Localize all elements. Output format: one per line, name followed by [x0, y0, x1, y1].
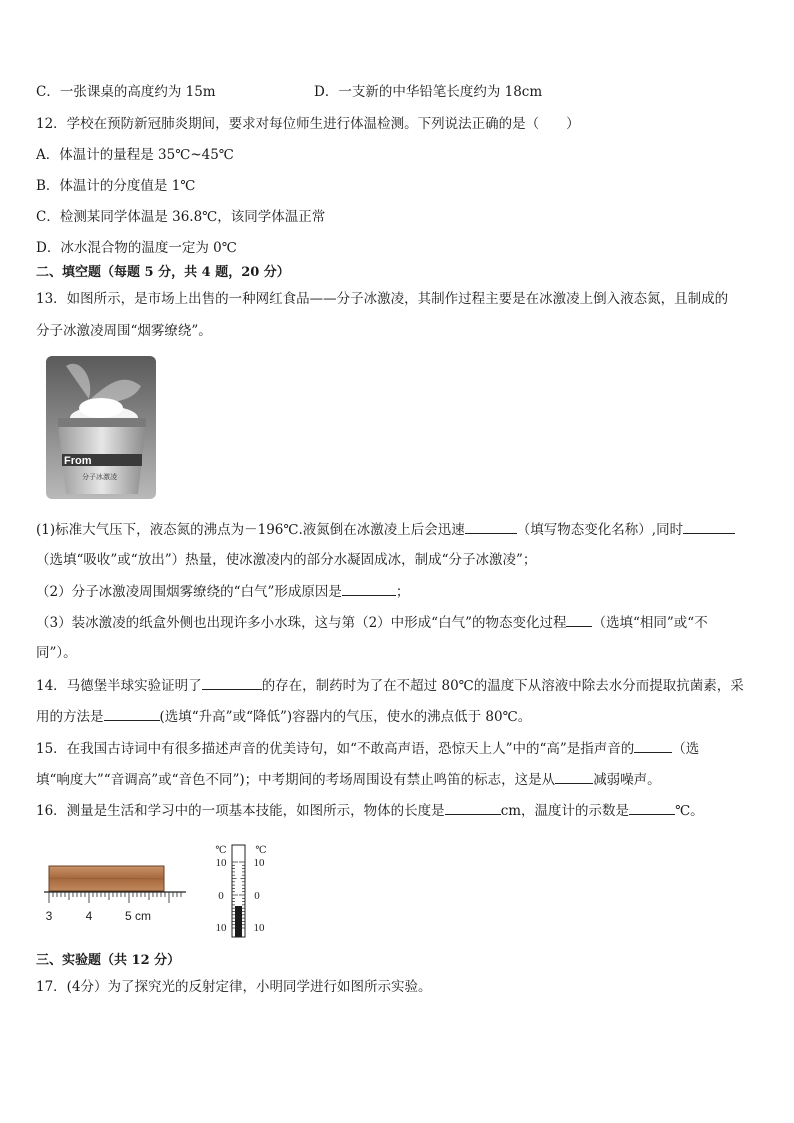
q14-text-b: 的存在，制药时为了在不超过 80℃的温度下从溶液中除去水分而提取抗菌素，采 [261, 678, 744, 694]
q16-line [36, 801, 704, 820]
thermo-left-label-mid: 0 [218, 890, 224, 902]
q13-part3-text-b: （选填“相同”或“不 [592, 615, 708, 631]
q13-blank-3[interactable] [342, 582, 396, 596]
thermo-unit-right: ℃ [255, 845, 267, 856]
thermo-unit-left: ℃ [215, 845, 227, 856]
q12-stem: 12．学校在预防新冠肺炎期间，要求对每位师生进行体温检测。下列说法正确的是（ ） [36, 116, 580, 132]
q16-blank-1[interactable] [445, 801, 501, 815]
q15-blank-1[interactable] [634, 739, 672, 753]
q14-text-d: (选填“升高”或“降低”)容器内的气压，使水的沸点低于 80℃。 [159, 709, 532, 725]
q17-stem: 17．(4分）为了探究光的反射定律，小明同学进行如图所示实验。 [36, 979, 432, 995]
ruler-label-5: 5 cm [125, 909, 152, 923]
q12-option-b: B．体温计的分度值是 1℃ [36, 178, 196, 194]
q14-blank-1[interactable] [202, 676, 262, 690]
q16-text-c: ℃。 [675, 803, 704, 819]
q16-text-b: cm，温度计的示数是 [500, 803, 630, 819]
q13-part3-line2: 同”）。 [36, 645, 77, 661]
q13-part1-line1 [36, 520, 735, 539]
ice-cream-photo [46, 356, 156, 499]
q13-stem-line1: 13．如图所示，是市场上出售的一种网红食品——分子冰激凌，其制作过程主要是在冰激凌上倒入液态氮，且制成的 [36, 291, 729, 307]
q14-text-c: 用的方法是 [36, 709, 104, 725]
thermo-right-label-bot: 10 [253, 922, 265, 934]
thermo-liquid-column [235, 906, 242, 937]
q15-blank-2[interactable] [555, 770, 593, 784]
q16-blank-2[interactable] [629, 801, 675, 815]
q11-option-c: C．一张课桌的高度约为 15m [36, 84, 216, 100]
q11-option-d: D．一支新的中华铅笔长度约为 18cm [314, 84, 543, 100]
q15-text-d: 减弱噪声。 [593, 772, 661, 788]
q13-blank-1[interactable] [465, 520, 517, 534]
section-2-heading: 二、填空题（每题 5 分，共 4 题，20 分） [36, 265, 290, 280]
thermo-left-label-bot: 10 [215, 922, 227, 934]
q13-stem-line2: 分子冰激凌周围“烟雾缭绕”。 [36, 323, 212, 339]
q14-line1 [36, 676, 744, 695]
section-3-heading: 三、实验题（共 12 分） [36, 953, 181, 968]
photo-brand-text: From [64, 455, 92, 467]
q13-part1-text-a: (1)标准大气压下，液态氮的沸点为－196℃.液氮倒在冰激凌上后会迅速 [36, 522, 465, 538]
q13-part2-text: （2）分子冰激凌周围烟雾缭绕的“白气”形成原因是 [36, 584, 342, 600]
q13-blank-4[interactable] [566, 613, 592, 627]
q14-text-a: 14．马德堡半球实验证明了 [36, 678, 202, 694]
q12-option-d: D．冰水混合物的温度一定为 0℃ [36, 240, 237, 256]
thermo-left-label-top: 10 [215, 857, 227, 869]
q13-part3-text-a: （3）装冰激凌的纸盒外侧也出现许多小水珠，这与第（2）中形成“白气”的物态变化过程 [36, 615, 567, 631]
q13-part3-line1 [36, 613, 708, 632]
q13-part2-end: ； [395, 584, 410, 600]
q13-part1-text-b: （填写物态变化名称）,同时 [516, 522, 684, 538]
q13-part2 [36, 582, 409, 601]
q14-blank-2[interactable] [104, 707, 160, 721]
q15-text-c: 填“响度大”“音调高”或“音色不同”)；中考期间的考场周围设有禁止鸣笛的标志，这是从 [36, 772, 556, 788]
ruler-label-4: 4 [85, 909, 93, 923]
photo-cup-text: 分子冰激凌 [82, 473, 117, 481]
q15-line2 [36, 770, 661, 789]
q15-text-b: （选 [672, 741, 700, 757]
q12-option-a: A．体温计的量程是 35℃~45℃ [36, 147, 234, 163]
thermo-right-label-top: 10 [253, 857, 265, 869]
q12-option-c: C．检测某同学体温是 36.8℃，该同学体温正常 [36, 209, 326, 225]
q14-line2 [36, 707, 531, 726]
thermometer-figure [206, 842, 278, 942]
thermo-right-label-mid: 0 [254, 890, 260, 902]
ruler-figure [40, 858, 190, 928]
q15-text-a: 15．在我国古诗词中有很多描述声音的优美诗句，如“不敢高声语，恐惊天上人”中的“高”是指声音的 [36, 741, 635, 757]
q13-part1-line2: （选填“吸收”或“放出”）热量，使冰激凌内的部分水凝固成冰，制成“分子冰激凌”； [36, 552, 537, 568]
q15-line1 [36, 739, 699, 758]
q16-text-a: 16．测量是生活和学习中的一项基本技能，如图所示，物体的长度是 [36, 803, 445, 819]
q13-blank-2[interactable] [683, 520, 735, 534]
ruler-label-3: 3 [45, 909, 53, 923]
